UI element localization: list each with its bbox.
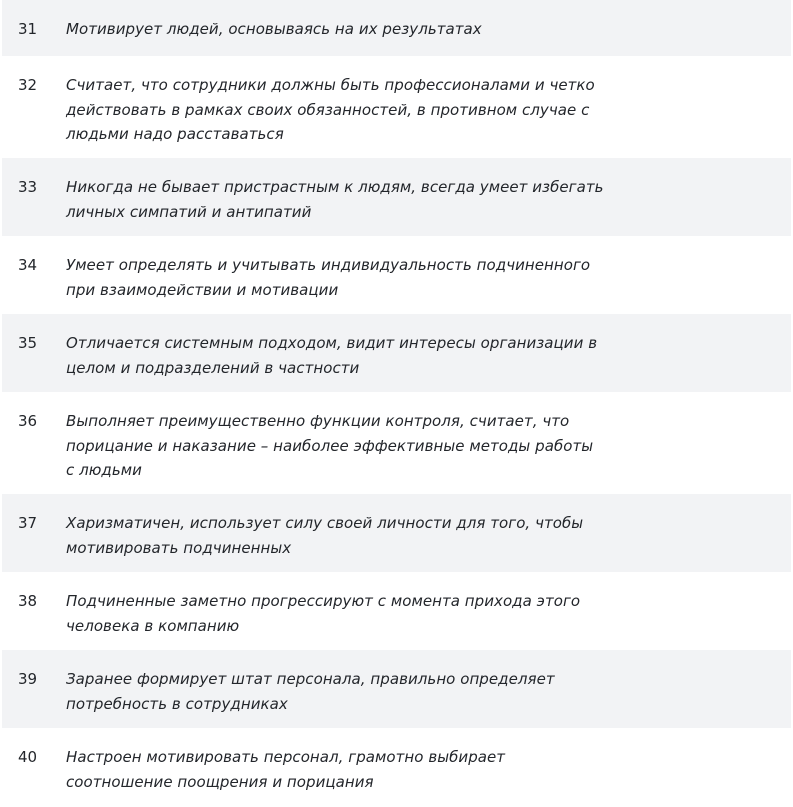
row-number: 37 xyxy=(18,514,38,532)
row-number: 39 xyxy=(18,670,38,688)
row-number: 33 xyxy=(18,178,38,196)
statements-table xyxy=(2,0,791,807)
row-text: Заранее формирует штат персонала, правильно определяет потребность в сотрудниках xyxy=(66,670,555,713)
table-row xyxy=(2,392,791,494)
table-row xyxy=(2,0,791,56)
row-number: 35 xyxy=(18,334,38,352)
table-row xyxy=(2,650,791,728)
row-text: Никогда не бывает пристрастным к людям, всегда умеет избегать личных симпатий и антипатий xyxy=(66,178,604,221)
row-text: Настроен мотивировать персонал, грамотно выбирает соотношение поощрения и порицания xyxy=(66,748,506,791)
table-row xyxy=(2,56,791,158)
row-number: 34 xyxy=(18,256,38,274)
row-text: Мотивирует людей, основываясь на их результатах xyxy=(66,20,482,38)
row-number: 38 xyxy=(18,592,38,610)
row-text: Отличается системным подходом, видит интересы организации в целом и подразделений в частности xyxy=(66,334,598,377)
row-text: Считает, что сотрудники должны быть профессионалами и четко действовать в рамках своих обязанностей, в противном случае с людьми надо расставаться xyxy=(66,76,595,143)
row-number: 31 xyxy=(18,20,38,38)
row-text: Выполняет преимущественно функции контроля, считает, что порицание и наказание – наиболее эффективные методы работы с людьми xyxy=(66,412,594,479)
row-text: Харизматичен, использует силу своей личности для того, чтобы мотивировать подчиненных xyxy=(66,514,584,557)
row-text: Подчиненные заметно прогрессируют с момента прихода этого человека в компанию xyxy=(66,592,581,635)
row-number: 40 xyxy=(18,748,38,766)
row-number: 36 xyxy=(18,412,38,430)
table-row xyxy=(2,728,791,807)
table-row xyxy=(2,494,791,572)
row-text: Умеет определять и учитывать индивидуальность подчиненного при взаимодействии и мотивации xyxy=(66,256,591,299)
table-row xyxy=(2,314,791,392)
row-number: 32 xyxy=(18,76,38,94)
table-row xyxy=(2,158,791,236)
table-row xyxy=(2,572,791,650)
table-row xyxy=(2,236,791,314)
